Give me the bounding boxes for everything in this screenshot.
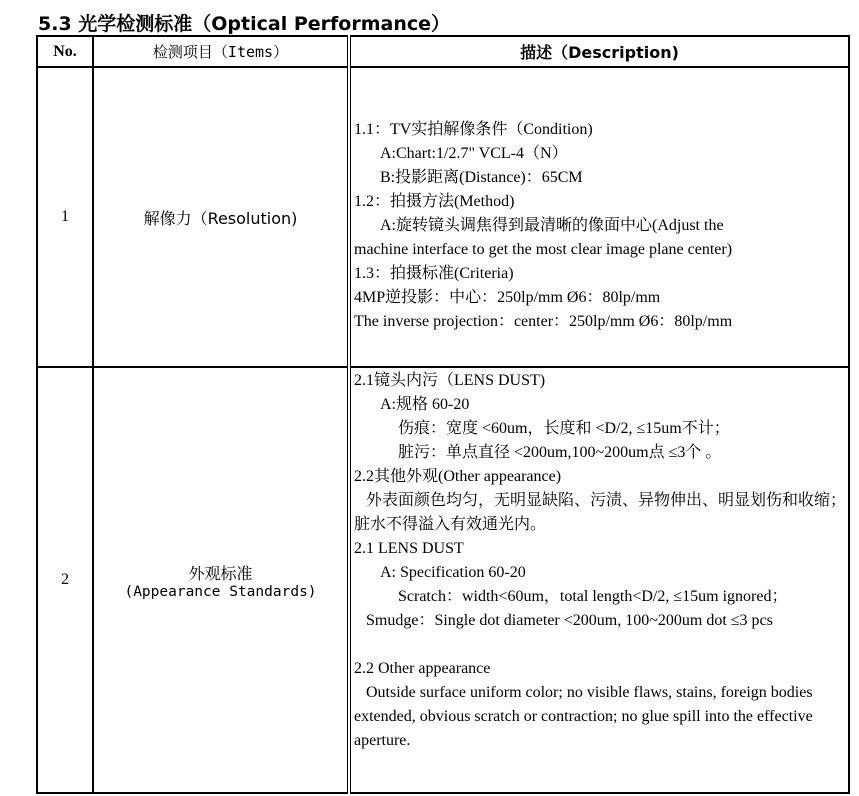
desc-line: machine interface to get the most clear image plane center) xyxy=(354,241,733,258)
desc-line: A:Chart:1/2.7" VCL-4（N） xyxy=(380,145,568,162)
desc-line: 脏污：单点直径 <200um,100~200um点 ≤3个 。 xyxy=(398,444,722,461)
desc-line: 伤痕：宽度 <60um，长度和 <D/2, ≤15um不计； xyxy=(398,420,730,437)
table-row xyxy=(37,367,849,793)
row-item-en: (Appearance Standards) xyxy=(124,583,317,600)
row-number: 2 xyxy=(37,367,93,793)
table-header-row xyxy=(37,36,849,67)
row-description xyxy=(349,67,849,367)
desc-line: 2.2其他外观(Other appearance) xyxy=(354,468,562,485)
desc-line: 4MP逆投影：中心：250lp/mm Ø6：80lp/mm xyxy=(354,289,661,306)
desc-line: Smudge：Single dot diameter <200um, 100~200um dot ≤3 pcs xyxy=(366,612,773,629)
row-item-cn: 外观标准 xyxy=(188,563,253,583)
blank-line xyxy=(354,633,846,657)
desc-line: B:投影距离(Distance)：65CM xyxy=(380,169,583,186)
row-item: 解像力（Resolution) xyxy=(93,67,349,367)
desc-line: 2.1镜头内污（LENS DUST) xyxy=(354,372,546,389)
desc-line: 外表面颜色均匀，无明显缺陷、污渍、异物伸出、明显划伤和收缩；脏水不得溢入有效通光内。 xyxy=(354,492,847,533)
desc-line: 1.2：拍摄方法(Method) xyxy=(354,193,515,210)
table-row xyxy=(37,67,849,367)
row-number: 1 xyxy=(37,67,93,367)
optical-performance-table xyxy=(36,35,850,794)
desc-line: Outside surface uniform color; no visible flaws, stains, foreign bodies extended, obvious scratch or contraction; no glue spill into the effective aperture. xyxy=(354,684,813,749)
desc-line: The inverse projection：center：250lp/mm Ø6：80lp/mm xyxy=(354,313,733,330)
desc-line: Scratch：width<60um，total length<D/2, ≤15um ignored； xyxy=(398,588,788,605)
row-description xyxy=(349,367,849,793)
desc-line: 1.1：TV实拍解像条件（Condition) xyxy=(354,121,593,138)
header-items: 检测项目（Items） xyxy=(93,36,349,67)
desc-line: A: Specification 60-20 xyxy=(380,564,526,581)
desc-line: A:旋转镜头调焦得到最清晰的像面中心(Adjust the xyxy=(380,217,724,234)
row-item xyxy=(93,367,349,793)
desc-line: 2.2 Other appearance xyxy=(354,660,491,677)
desc-line: A:规格 60-20 xyxy=(380,396,470,413)
desc-line: 1.3：拍摄标准(Criteria) xyxy=(354,265,514,282)
header-description: 描述（Description) xyxy=(349,36,849,67)
header-no: No. xyxy=(37,36,93,67)
section-title: 5.3 光学检测标准（Optical Performance） xyxy=(38,13,450,35)
desc-line: 2.1 LENS DUST xyxy=(354,540,464,557)
